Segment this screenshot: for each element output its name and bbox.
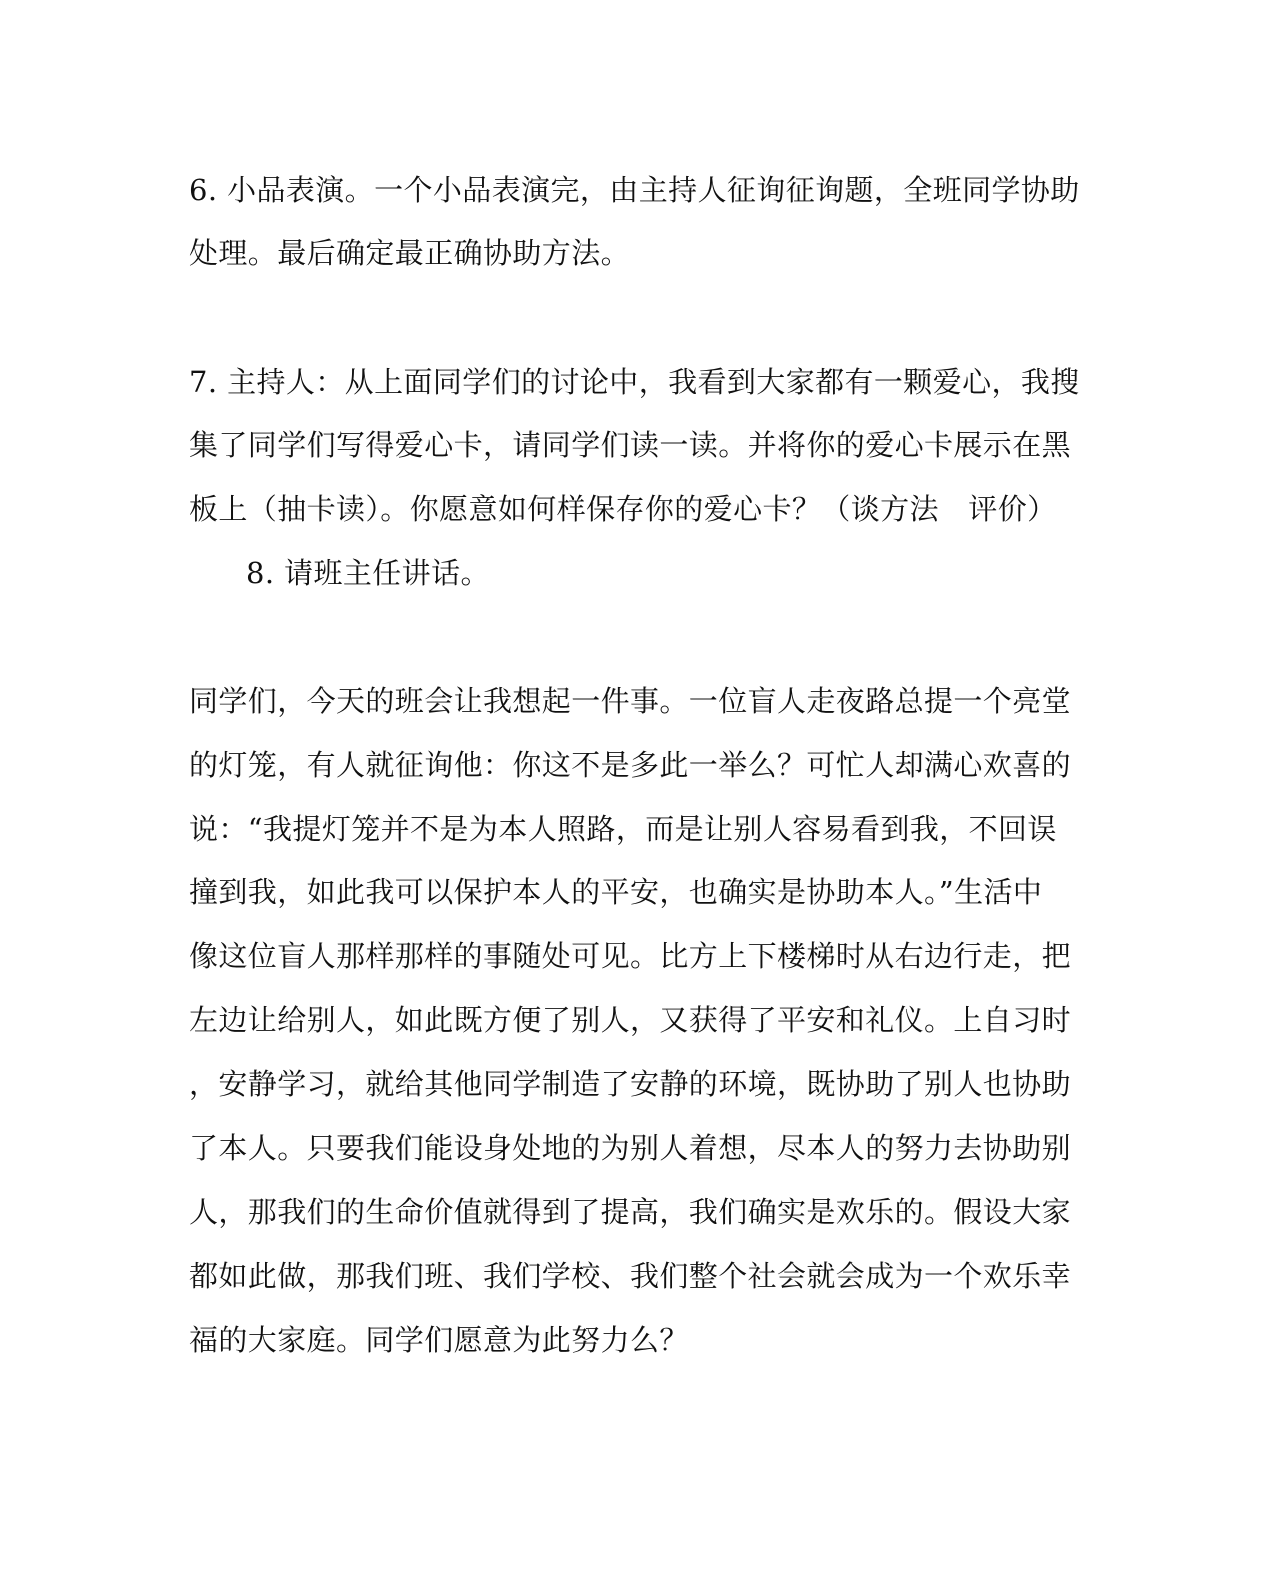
- text-line: 7. 主持人：从上面同学们的讨论中，我看到大家都有一颗爱心，我搜: [189, 365, 1080, 399]
- text-line: ，安静学习，就给其他同学制造了安静的环境，既协助了别人也协助: [189, 1067, 1072, 1101]
- text-line: 同学们，今天的班会让我想起一件事。一位盲人走夜路总提一个亮堂: [189, 684, 1072, 718]
- text-line: 撞到我，如此我可以保护本人的平安，也确实是协助本人。”生活中: [189, 875, 1043, 909]
- text-line: 8. 请班主任讲话。: [246, 556, 490, 590]
- text-line: 集了同学们写得爱心卡，请同学们读一读。并将你的爱心卡展示在黑: [189, 428, 1072, 462]
- text-line: 6. 小品表演。一个小品表演完，由主持人征询征询题，全班同学协助: [189, 173, 1080, 207]
- text-line: 板上（抽卡读）。你愿意如何样保存你的爱心卡？（谈方法 评价）: [189, 492, 1057, 526]
- text-line: 说：“我提灯笼并不是为本人照路，而是让别人容易看到我，不回误: [189, 812, 1057, 846]
- text-line: 处理。最后确定最正确协助方法。: [189, 236, 631, 270]
- text-line: 福的大家庭。同学们愿意为此努力么？: [189, 1323, 689, 1357]
- text-line: 人，那我们的生命价值就得到了提高，我们确实是欢乐的。假设大家: [189, 1195, 1072, 1229]
- text-line: 了本人。只要我们能设身处地的为别人着想，尽本人的努力去协助别: [189, 1131, 1072, 1165]
- text-line: 都如此做，那我们班、我们学校、我们整个社会就会成为一个欢乐幸: [189, 1259, 1072, 1293]
- text-line: 像这位盲人那样那样的事随处可见。比方上下楼梯时从右边行走，把: [189, 939, 1072, 973]
- text-line: 左边让给别人，如此既方便了别人，又获得了平安和礼仪。上自习时: [189, 1003, 1072, 1037]
- text-line: 的灯笼，有人就征询他：你这不是多此一举么？可忙人却满心欢喜的: [189, 748, 1072, 782]
